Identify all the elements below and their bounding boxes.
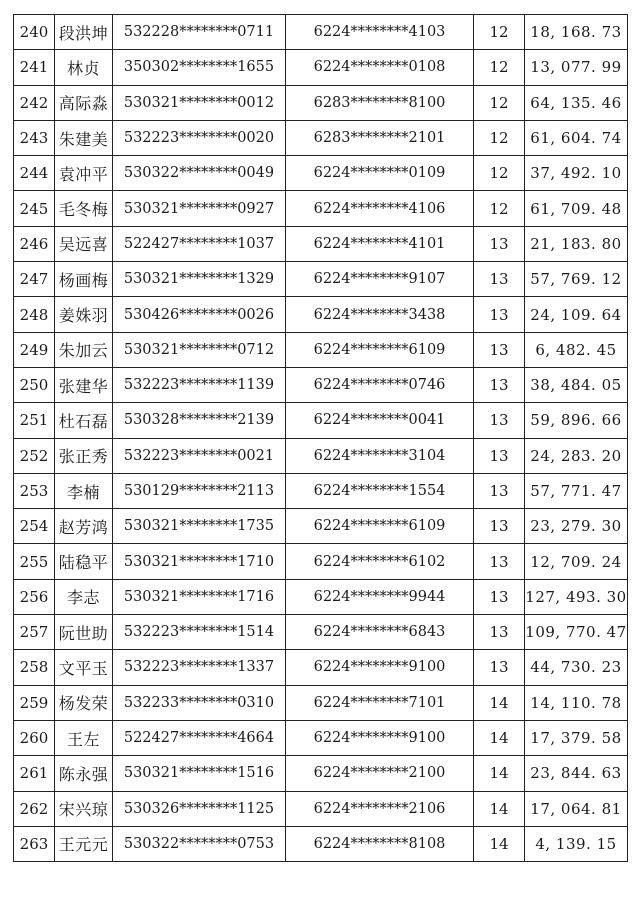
amount-cell: 14, 110. 78 [525,685,628,720]
table-row [14,509,628,544]
account-number-cell: 6224********7101 [286,685,474,720]
name-cell: 杜石磊 [55,403,113,438]
amount-cell: 57, 771. 47 [525,473,628,508]
account-number-cell: 6224********1554 [286,473,474,508]
table-row [14,226,628,261]
id-number-cell: 522427********4664 [113,720,286,755]
name-cell: 林贞 [55,50,113,85]
name-cell: 王左 [55,720,113,755]
name-cell: 宋兴琼 [55,791,113,826]
amount-cell: 38, 484. 05 [525,367,628,402]
table-body [14,15,628,862]
id-number-cell: 530321********0712 [113,332,286,367]
row-number-cell: 249 [14,332,55,367]
account-number-cell: 6283********8100 [286,85,474,120]
account-number-cell: 6224********6109 [286,332,474,367]
name-cell: 袁冲平 [55,156,113,191]
group-cell: 13 [474,544,525,579]
group-cell: 13 [474,297,525,332]
account-number-cell: 6224********6843 [286,615,474,650]
table-row [14,15,628,50]
amount-cell: 12, 709. 24 [525,544,628,579]
amount-cell: 37, 492. 10 [525,156,628,191]
table-row [14,50,628,85]
table-row [14,615,628,650]
row-number-cell: 242 [14,85,55,120]
row-number-cell: 259 [14,685,55,720]
group-cell: 13 [474,615,525,650]
id-number-cell: 532223********1139 [113,367,286,402]
account-number-cell: 6224********2100 [286,756,474,791]
account-number-cell: 6224********8108 [286,826,474,861]
account-number-cell: 6224********4103 [286,15,474,50]
table-row [14,85,628,120]
id-number-cell: 530426********0026 [113,297,286,332]
table-row [14,791,628,826]
row-number-cell: 253 [14,473,55,508]
account-number-cell: 6224********3104 [286,438,474,473]
group-cell: 14 [474,685,525,720]
table-row [14,403,628,438]
id-number-cell: 532223********1514 [113,615,286,650]
id-number-cell: 530321********0012 [113,85,286,120]
group-cell: 14 [474,720,525,755]
name-cell: 张正秀 [55,438,113,473]
amount-cell: 23, 279. 30 [525,509,628,544]
id-number-cell: 530321********1329 [113,262,286,297]
row-number-cell: 244 [14,156,55,191]
group-cell: 13 [474,438,525,473]
table-row [14,297,628,332]
name-cell: 赵芳鸿 [55,509,113,544]
group-cell: 12 [474,50,525,85]
account-number-cell: 6224********3438 [286,297,474,332]
row-number-cell: 257 [14,615,55,650]
row-number-cell: 241 [14,50,55,85]
amount-cell: 21, 183. 80 [525,226,628,261]
amount-cell: 64, 135. 46 [525,85,628,120]
name-cell: 文平玉 [55,650,113,685]
account-number-cell: 6224********0041 [286,403,474,438]
payment-table [13,14,628,862]
table-row [14,756,628,791]
group-cell: 12 [474,120,525,155]
group-cell: 13 [474,509,525,544]
row-number-cell: 260 [14,720,55,755]
id-number-cell: 530321********0927 [113,191,286,226]
group-cell: 13 [474,403,525,438]
group-cell: 13 [474,579,525,614]
amount-cell: 17, 064. 81 [525,791,628,826]
table-row [14,156,628,191]
id-number-cell: 530321********1516 [113,756,286,791]
row-number-cell: 255 [14,544,55,579]
group-cell: 13 [474,650,525,685]
group-cell: 13 [474,367,525,402]
account-number-cell: 6224********9107 [286,262,474,297]
name-cell: 毛冬梅 [55,191,113,226]
row-number-cell: 256 [14,579,55,614]
amount-cell: 109, 770. 47 [525,615,628,650]
id-number-cell: 530321********1710 [113,544,286,579]
name-cell: 李楠 [55,473,113,508]
row-number-cell: 245 [14,191,55,226]
account-number-cell: 6224********0108 [286,50,474,85]
id-number-cell: 530129********2113 [113,473,286,508]
group-cell: 14 [474,826,525,861]
amount-cell: 24, 109. 64 [525,297,628,332]
table-row [14,720,628,755]
id-number-cell: 530322********0049 [113,156,286,191]
amount-cell: 18, 168. 73 [525,15,628,50]
amount-cell: 57, 769. 12 [525,262,628,297]
name-cell: 阮世助 [55,615,113,650]
account-number-cell: 6224********9944 [286,579,474,614]
group-cell: 12 [474,15,525,50]
amount-cell: 61, 709. 48 [525,191,628,226]
name-cell: 陈永强 [55,756,113,791]
row-number-cell: 262 [14,791,55,826]
table-row [14,826,628,861]
id-number-cell: 530328********2139 [113,403,286,438]
name-cell: 姜姝羽 [55,297,113,332]
amount-cell: 44, 730. 23 [525,650,628,685]
group-cell: 12 [474,191,525,226]
amount-cell: 4, 139. 15 [525,826,628,861]
name-cell: 张建华 [55,367,113,402]
id-number-cell: 532223********0021 [113,438,286,473]
name-cell: 李志 [55,579,113,614]
account-number-cell: 6283********2101 [286,120,474,155]
name-cell: 杨发荣 [55,685,113,720]
table-row [14,544,628,579]
row-number-cell: 246 [14,226,55,261]
table-row [14,367,628,402]
table-row [14,579,628,614]
account-number-cell: 6224********0109 [286,156,474,191]
account-number-cell: 6224********6102 [286,544,474,579]
row-number-cell: 243 [14,120,55,155]
row-number-cell: 248 [14,297,55,332]
id-number-cell: 532228********0711 [113,15,286,50]
table-row [14,438,628,473]
group-cell: 13 [474,473,525,508]
account-number-cell: 6224********4106 [286,191,474,226]
table-row [14,120,628,155]
name-cell: 高际淼 [55,85,113,120]
table-row [14,332,628,367]
row-number-cell: 254 [14,509,55,544]
amount-cell: 59, 896. 66 [525,403,628,438]
account-number-cell: 6224********2106 [286,791,474,826]
group-cell: 13 [474,332,525,367]
account-number-cell: 6224********0746 [286,367,474,402]
group-cell: 14 [474,756,525,791]
amount-cell: 6, 482. 45 [525,332,628,367]
amount-cell: 23, 844. 63 [525,756,628,791]
id-number-cell: 530322********0753 [113,826,286,861]
name-cell: 朱建美 [55,120,113,155]
row-number-cell: 261 [14,756,55,791]
id-number-cell: 532233********0310 [113,685,286,720]
id-number-cell: 532223********0020 [113,120,286,155]
document-page [13,14,627,862]
row-number-cell: 251 [14,403,55,438]
amount-cell: 61, 604. 74 [525,120,628,155]
id-number-cell: 350302********1655 [113,50,286,85]
row-number-cell: 247 [14,262,55,297]
table-row [14,685,628,720]
row-number-cell: 258 [14,650,55,685]
id-number-cell: 530321********1735 [113,509,286,544]
group-cell: 13 [474,226,525,261]
name-cell: 杨画梅 [55,262,113,297]
group-cell: 12 [474,156,525,191]
amount-cell: 17, 379. 58 [525,720,628,755]
account-number-cell: 6224********4101 [286,226,474,261]
table-row [14,473,628,508]
account-number-cell: 6224********6109 [286,509,474,544]
row-number-cell: 252 [14,438,55,473]
id-number-cell: 530326********1125 [113,791,286,826]
table-row [14,650,628,685]
name-cell: 陆稳平 [55,544,113,579]
name-cell: 朱加云 [55,332,113,367]
account-number-cell: 6224********9100 [286,650,474,685]
id-number-cell: 532223********1337 [113,650,286,685]
table-row [14,262,628,297]
id-number-cell: 522427********1037 [113,226,286,261]
amount-cell: 13, 077. 99 [525,50,628,85]
row-number-cell: 250 [14,367,55,402]
table-row [14,191,628,226]
group-cell: 14 [474,791,525,826]
name-cell: 吴远喜 [55,226,113,261]
amount-cell: 24, 283. 20 [525,438,628,473]
name-cell: 段洪坤 [55,15,113,50]
name-cell: 王元元 [55,826,113,861]
row-number-cell: 240 [14,15,55,50]
group-cell: 12 [474,85,525,120]
group-cell: 13 [474,262,525,297]
id-number-cell: 530321********1716 [113,579,286,614]
row-number-cell: 263 [14,826,55,861]
amount-cell: 127, 493. 30 [525,579,628,614]
account-number-cell: 6224********9100 [286,720,474,755]
